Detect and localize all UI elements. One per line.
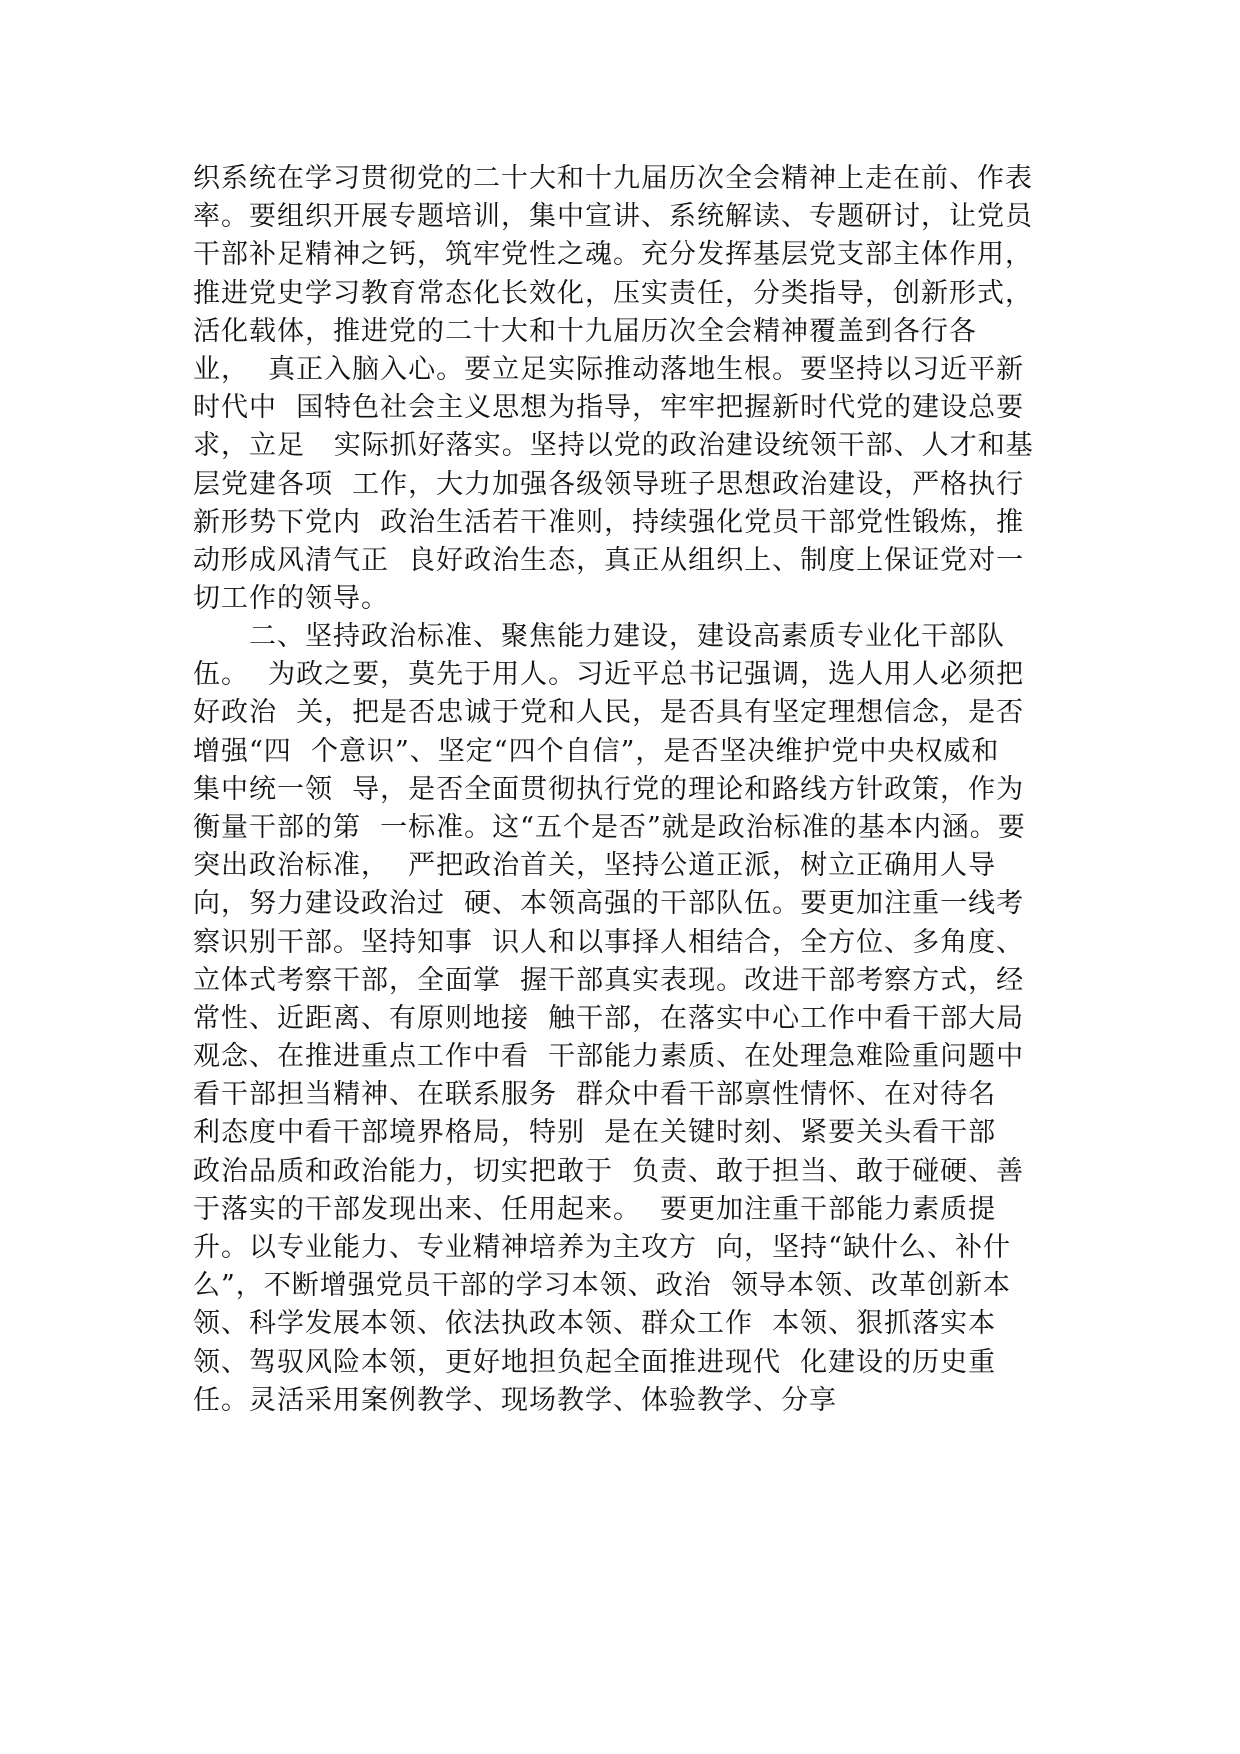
text-line: 推进党史学习教育常态化长效化，压实责任，分类指导，创新形式， (193, 277, 1033, 309)
text-line: 观念、在推进重点工作中看 干部能力素质、在处理急难险重问题中 (193, 1041, 1025, 1073)
text-line: 干部补足精神之钙，筑牢党性之魂。充分发挥基层党支部主体作用， (193, 239, 1033, 271)
text-line: 于落实的干部发现出来、任用起来。 要更加注重干部能力素质提 (193, 1193, 997, 1225)
text-line: 衡量干部的第 一标准。这“五个是否”就是政治标准的基本内涵。要 (193, 811, 1026, 843)
text-line: 率。要组织开展专题培训，集中宣讲、系统解读、专题研讨，让党员 (193, 201, 1033, 233)
text-line: 领、驾驭风险本领，更好地担负起全面推进现代 化建设的历史重 (193, 1346, 997, 1378)
text-line: 增强“四 个意识”、坚定“四个自信”，是否坚决维护党中央权威和 (193, 735, 1000, 767)
section-heading-line: 二、坚持政治标准、聚焦能力建设，建设高素质专业化干部队 (249, 621, 1005, 652)
text-line: 业， 真正入脑入心。要立足实际推动落地生根。要坚持以习近平新 (193, 353, 1025, 385)
text-line: 活化载体，推进党的二十大和十九届历次全会精神覆盖到各行各 (193, 315, 977, 347)
paragraph-cadre-team (193, 618, 1063, 1420)
text-line: 向，努力建设政治过 硬、本领高强的干部队伍。要更加注重一线考 (193, 888, 1025, 920)
text-line: 立体式考察干部，全面掌 握干部真实表现。改进干部考察方式，经 (193, 964, 1025, 996)
text-line: 常性、近距离、有原则地接 触干部，在落实中心工作中看干部大局 (193, 1002, 1025, 1034)
text-line: 好政治 关，把是否忠诚于党和人民，是否具有坚定理想信念，是否 (193, 697, 1025, 729)
text-line: 切工作的领导。 (193, 583, 389, 615)
text-line: 集中统一领 导，是否全面贯彻执行党的理论和路线方针政策，作为 (193, 773, 1025, 805)
text-line: 政治品质和政治能力，切实把敢于 负责、敢于担当、敢于碰硬、善 (193, 1155, 1025, 1187)
text-line: 层党建各项 工作，大力加强各级领导班子思想政治建设，严格执行 (193, 468, 1025, 500)
text-line: 伍。 为政之要，莫先于用人。习近平总书记强调，选人用人必须把 (193, 659, 1025, 691)
text-line: 领、科学发展本领、依法执政本领、群众工作 本领、狠抓落实本 (193, 1308, 997, 1340)
text-line: 升。以专业能力、专业精神培养为主攻方 向，坚持“缺什么、补什 (193, 1232, 1011, 1263)
text-line: 任。灵活采用案例教学、现场教学、体验教学、分享 (193, 1384, 837, 1416)
text-line: 察识别干部。坚持知事 识人和以事择人相结合，全方位、多角度、 (193, 926, 1025, 958)
text-line: 么”，不断增强党员干部的学习本领、政治 领导本领、改革创新本 (193, 1270, 1011, 1302)
text-line: 时代中 国特色社会主义思想为指导，牢牢把握新时代党的建设总要 (193, 392, 1025, 424)
text-line: 求，立足 实际抓好落实。坚持以党的政治建设统领干部、人才和基 (193, 430, 1034, 462)
text-line: 利态度中看干部境界格局，特别 是在关键时刻、紧要关头看干部 (193, 1117, 997, 1149)
text-line: 织系统在学习贯彻党的二十大和十九届历次全会精神上走在前、作表 (193, 163, 1033, 194)
text-line: 动形成风清气正 良好政治生态，真正从组织上、制度上保证党对一 (193, 544, 1025, 576)
text-line: 看干部担当精神、在联系服务 群众中看干部禀性情怀、在对待名 (193, 1079, 997, 1111)
paragraph-party-study (193, 160, 1063, 618)
text-line: 突出政治标准， 严把政治首关，坚持公道正派，树立正确用人导 (193, 850, 997, 882)
text-line: 新形势下党内 政治生活若干准则，持续强化党员干部党性锻炼，推 (193, 506, 1025, 538)
